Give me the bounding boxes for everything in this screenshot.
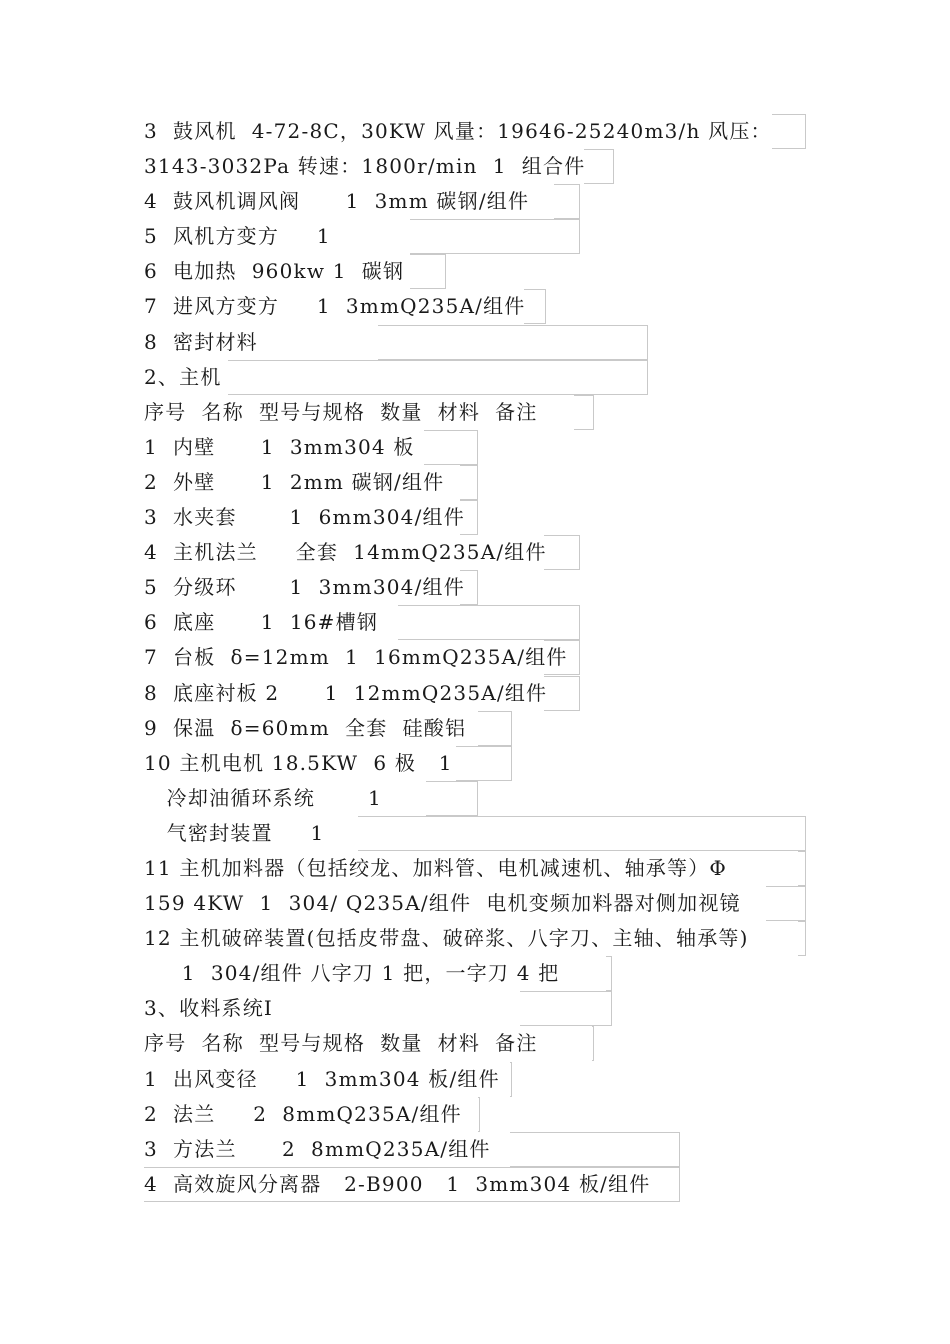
table-row: 1 内壁 1 3mm304 板 [144,430,824,465]
table-row: 9 保温 δ=60mm 全套 硅酸铝 [144,711,824,746]
table-row: 3 方法兰 2 8mmQ235A/组件 [144,1132,824,1167]
text-line: 7 进风方变方 1 3mmQ235A/组件 [144,289,824,324]
document-body [144,114,824,1202]
table-row: 10 主机电机 18.5KW 6 极 1 [144,746,824,781]
table-row: 3 水夹套 1 6mm304/组件 [144,500,824,535]
text-line: 8 密封材料 [144,325,824,360]
table-row: 12 主机破碎装置(包括皮带盘、破碎浆、八字刀、主轴、轴承等) [144,921,824,956]
table-row: 7 台板 δ=12mm 1 16mmQ235A/组件 [144,640,824,675]
table-row: 4 主机法兰 全套 14mmQ235A/组件 [144,535,824,570]
table-row: 6 底座 1 16#槽钢 [144,605,824,640]
table-row: 4 高效旋风分离器 2-B900 1 3mm304 板/组件 [144,1167,824,1202]
table-row: 气密封装置 1 [144,816,824,851]
section-heading: 3、收料系统Ⅰ [144,991,824,1026]
text-line: 3 鼓风机 4-72-8C，30KW 风量：19646-25240m3/h 风压： [144,114,824,149]
table-row: 8 底座衬板 2 1 12mmQ235A/组件 [144,676,824,711]
table-row: 5 分级环 1 3mm304/组件 [144,570,824,605]
table-row: 2 外壁 1 2mm 碳钢/组件 [144,465,824,500]
text-line: 5 风机方变方 1 [144,219,824,254]
text-line: 4 鼓风机调风阀 1 3mm 碳钢/组件 [144,184,824,219]
table-row: 159 4KW 1 304/ Q235A/组件 电机变频加料器对侧加视镜 [144,886,824,921]
table-header: 序号 名称 型号与规格 数量 材料 备注 [144,1026,824,1061]
text-line: 6 电加热 960kw 1 碳钢 [144,254,824,289]
table-row: 2 法兰 2 8mmQ235A/组件 [144,1097,824,1132]
table-row: 1 出风变径 1 3mm304 板/组件 [144,1062,824,1097]
text-line: 3143-3032Pa 转速：1800r/min 1 组合件 [144,149,824,184]
table-row: 11 主机加料器（包括绞龙、加料管、电机减速机、轴承等）Φ [144,851,824,886]
table-header: 序号 名称 型号与规格 数量 材料 备注 [144,395,824,430]
table-row: 1 304/组件 八字刀 1 把，一字刀 4 把 [144,956,824,991]
section-heading: 2、主机 [144,360,824,395]
table-row: 冷却油循环系统 1 [144,781,824,816]
